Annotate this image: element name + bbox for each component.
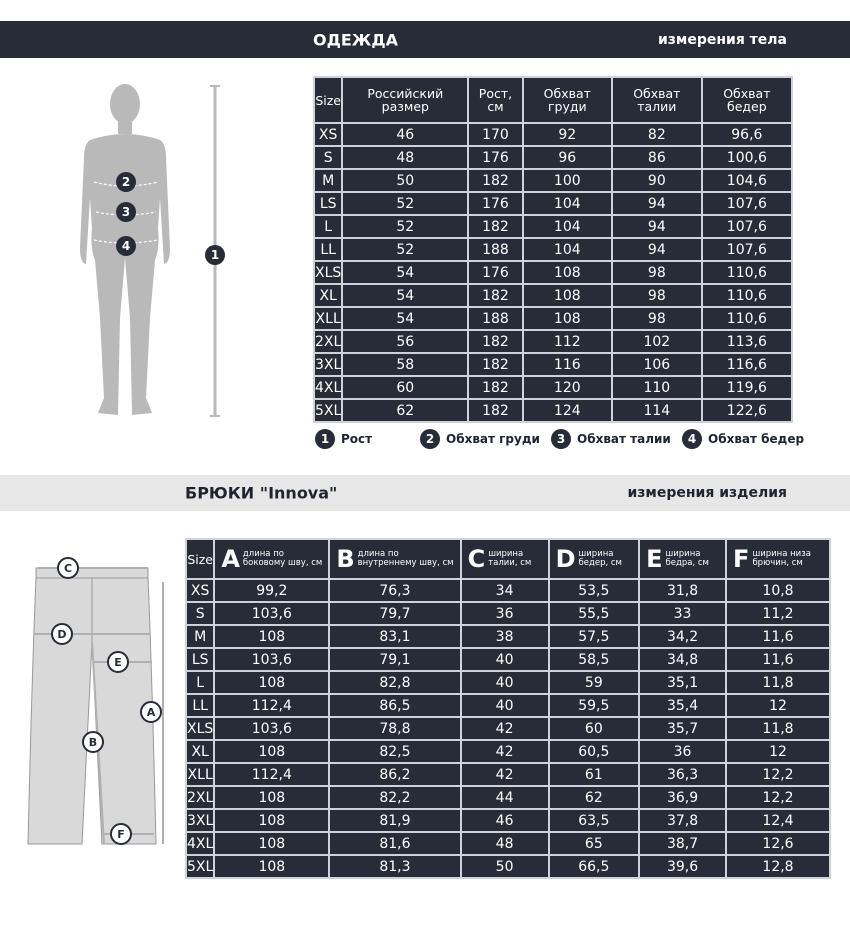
legend-circle: 4 <box>682 429 702 449</box>
pants-title: БРЮКИ "Innova" <box>185 483 338 503</box>
table-cell: XL <box>315 285 341 306</box>
table-cell: 59,5 <box>550 695 638 716</box>
table-cell: 81,3 <box>330 856 459 877</box>
table-cell: 12,2 <box>727 764 829 785</box>
column-letter: D <box>555 545 576 573</box>
table-row <box>315 377 791 398</box>
table-cell: 12,6 <box>727 833 829 854</box>
marker-waist <box>116 202 136 222</box>
table-cell: 52 <box>343 193 467 214</box>
marker-chest <box>116 172 136 192</box>
table-cell: 31,8 <box>640 580 725 601</box>
table-cell: 94 <box>613 216 701 237</box>
table-cell: 3XL <box>187 810 213 831</box>
table-cell: 182 <box>469 377 521 398</box>
table-cell: 96,6 <box>703 124 791 145</box>
table-cell: XL <box>187 741 213 762</box>
pants-subtitle: измерения изделия <box>627 485 787 501</box>
column-letter: A <box>221 545 240 573</box>
table-cell: 90 <box>613 170 701 191</box>
table-row <box>187 580 829 601</box>
table-row <box>315 147 791 168</box>
legend-label: Обхват бедер <box>708 432 805 446</box>
table-cell: 108 <box>215 787 328 808</box>
table-cell: XS <box>187 580 213 601</box>
table-cell: 53,5 <box>550 580 638 601</box>
table-cell: 98 <box>613 308 701 329</box>
table-cell: 34 <box>462 580 548 601</box>
table-cell: 82 <box>613 124 701 145</box>
table-row <box>187 833 829 854</box>
table-cell: 86 <box>613 147 701 168</box>
column-header-content <box>330 547 459 571</box>
table-cell: 102 <box>613 331 701 352</box>
table-cell: 65 <box>550 833 638 854</box>
table-cell: 108 <box>215 856 328 877</box>
table-cell: 4XL <box>315 377 341 398</box>
svg-text:E: E <box>114 656 122 669</box>
table-cell: 54 <box>343 285 467 306</box>
column-letter: F <box>733 545 750 573</box>
marker-hips <box>116 236 136 256</box>
table-cell: 108 <box>215 672 328 693</box>
table-cell: 81,6 <box>330 833 459 854</box>
svg-text:1: 1 <box>210 248 220 262</box>
table-cell: M <box>315 170 341 191</box>
legend-label: Рост <box>341 432 373 446</box>
table-cell: 52 <box>343 239 467 260</box>
table-cell: 76,3 <box>330 580 459 601</box>
table-cell: 35,7 <box>640 718 725 739</box>
table-row <box>315 285 791 306</box>
column-header <box>215 540 328 578</box>
table-cell: 5XL <box>187 856 213 877</box>
body-size-table <box>313 76 793 423</box>
column-header-content <box>215 547 328 571</box>
table-cell: 11,6 <box>727 649 829 670</box>
table-row <box>315 308 791 329</box>
column-description: ширина бедра, см <box>665 549 709 568</box>
marker-d <box>52 624 72 644</box>
table-cell: 42 <box>462 718 548 739</box>
marker-e <box>108 652 128 672</box>
table-row <box>187 718 829 739</box>
column-description: ширина низа брючин, см <box>752 549 811 568</box>
table-cell: 83,1 <box>330 626 459 647</box>
table-cell: 38,7 <box>640 833 725 854</box>
column-header: Обхват талии <box>613 78 701 122</box>
svg-text:2: 2 <box>121 175 131 189</box>
table-cell: 39,6 <box>640 856 725 877</box>
table-cell: XLS <box>187 718 213 739</box>
table-row <box>315 170 791 191</box>
marker-c <box>58 558 78 578</box>
table-row <box>315 193 791 214</box>
table-cell: 107,6 <box>703 239 791 260</box>
table-cell: S <box>187 603 213 624</box>
marker-b <box>83 732 103 752</box>
legend-circle: 2 <box>420 429 440 449</box>
table-cell: 63,5 <box>550 810 638 831</box>
table-cell: 92 <box>524 124 611 145</box>
pants-header-band <box>0 475 850 511</box>
table-cell: 44 <box>462 787 548 808</box>
clothing-title: ОДЕЖДА <box>313 30 398 49</box>
table-cell: 108 <box>215 626 328 647</box>
table-cell: 56 <box>343 331 467 352</box>
table-cell: 58 <box>343 354 467 375</box>
column-header-content <box>550 547 638 571</box>
table-cell: 36 <box>640 741 725 762</box>
svg-text:F: F <box>117 828 125 841</box>
legend-circle: 3 <box>551 429 571 449</box>
legend-height <box>315 429 372 449</box>
column-header: Обхват бедер <box>703 78 791 122</box>
table-row <box>187 672 829 693</box>
table-cell: 40 <box>462 695 548 716</box>
table-cell: 107,6 <box>703 216 791 237</box>
legend-hips <box>682 429 804 449</box>
table-cell: LL <box>187 695 213 716</box>
svg-text:4: 4 <box>121 239 131 253</box>
column-header-content <box>640 547 725 571</box>
table-cell: 35,1 <box>640 672 725 693</box>
column-header: Рост, см <box>469 78 521 122</box>
table-cell: 112 <box>524 331 611 352</box>
column-letter: E <box>646 545 663 573</box>
table-cell: 176 <box>469 147 521 168</box>
legend-label: Обхват груди <box>446 432 540 446</box>
column-header-content <box>727 547 829 571</box>
clothing-subtitle: измерения тела <box>657 31 787 48</box>
table-cell: 112,4 <box>215 764 328 785</box>
table-cell: 106 <box>613 354 701 375</box>
table-cell: LL <box>315 239 341 260</box>
table-cell: 79,1 <box>330 649 459 670</box>
body-figure-illustration <box>70 78 240 428</box>
table-cell: 104,6 <box>703 170 791 191</box>
table-row <box>315 239 791 260</box>
table-row <box>315 262 791 283</box>
table-cell: 5XL <box>315 400 341 421</box>
table-header-row <box>315 78 791 122</box>
svg-text:B: B <box>88 736 98 749</box>
table-cell: 62 <box>550 787 638 808</box>
table-header-row <box>187 540 829 578</box>
table-cell: 50 <box>462 856 548 877</box>
table-cell: XLL <box>187 764 213 785</box>
table-cell: 103,6 <box>215 603 328 624</box>
table-cell: 82,2 <box>330 787 459 808</box>
column-letter: B <box>336 545 355 573</box>
legend-circle: 1 <box>315 429 335 449</box>
table-cell: 107,6 <box>703 193 791 214</box>
legend-waist <box>551 429 671 449</box>
column-header: Обхват груди <box>524 78 611 122</box>
table-cell: 108 <box>524 262 611 283</box>
table-cell: 98 <box>613 285 701 306</box>
table-cell: 182 <box>469 354 521 375</box>
table-cell: 86,5 <box>330 695 459 716</box>
table-row <box>315 124 791 145</box>
table-row <box>315 354 791 375</box>
svg-text:3: 3 <box>121 205 131 219</box>
table-cell: 48 <box>343 147 467 168</box>
table-cell: 12,8 <box>727 856 829 877</box>
table-row <box>187 787 829 808</box>
table-cell: 122,6 <box>703 400 791 421</box>
table-cell: 59 <box>550 672 638 693</box>
table-cell: 108 <box>524 308 611 329</box>
table-cell: 110,6 <box>703 262 791 283</box>
table-cell: 62 <box>343 400 467 421</box>
table-cell: 110,6 <box>703 308 791 329</box>
table-cell: 182 <box>469 285 521 306</box>
table-cell: M <box>187 626 213 647</box>
table-cell: 46 <box>343 124 467 145</box>
table-cell: 58,5 <box>550 649 638 670</box>
table-cell: 11,6 <box>727 626 829 647</box>
table-cell: 182 <box>469 400 521 421</box>
column-header: Size <box>187 540 213 578</box>
table-row <box>187 764 829 785</box>
table-row <box>187 810 829 831</box>
table-cell: 12 <box>727 741 829 762</box>
table-cell: 60 <box>550 718 638 739</box>
table-cell: 108 <box>215 833 328 854</box>
table-cell: 35,4 <box>640 695 725 716</box>
table-cell: XLL <box>315 308 341 329</box>
table-cell: 104 <box>524 216 611 237</box>
table-cell: 103,6 <box>215 718 328 739</box>
table-cell: 2XL <box>315 331 341 352</box>
table-cell: 55,5 <box>550 603 638 624</box>
table-cell: 60 <box>343 377 467 398</box>
table-cell: 104 <box>524 239 611 260</box>
table-cell: 108 <box>215 741 328 762</box>
table-cell: 54 <box>343 308 467 329</box>
table-cell: 176 <box>469 262 521 283</box>
column-header: Size <box>315 78 341 122</box>
table-cell: 66,5 <box>550 856 638 877</box>
svg-text:C: C <box>63 562 73 575</box>
table-cell: 188 <box>469 308 521 329</box>
table-cell: 10,8 <box>727 580 829 601</box>
table-row <box>187 695 829 716</box>
pants-size-table <box>185 538 831 879</box>
table-cell: S <box>315 147 341 168</box>
table-cell: 36,3 <box>640 764 725 785</box>
table-cell: 120 <box>524 377 611 398</box>
table-cell: 57,5 <box>550 626 638 647</box>
clothing-header-band <box>0 21 850 58</box>
table-cell: 116 <box>524 354 611 375</box>
table-cell: 188 <box>469 239 521 260</box>
table-cell: 119,6 <box>703 377 791 398</box>
table-cell: 112,4 <box>215 695 328 716</box>
table-cell: 12,2 <box>727 787 829 808</box>
table-cell: 86,2 <box>330 764 459 785</box>
column-description: ширина талии, см <box>488 549 532 568</box>
table-cell: 110 <box>613 377 701 398</box>
pants-illustration <box>20 552 175 852</box>
table-cell: 2XL <box>187 787 213 808</box>
table-cell: XS <box>315 124 341 145</box>
column-letter: C <box>467 545 486 573</box>
legend-label: Обхват талии <box>577 432 671 446</box>
table-cell: L <box>187 672 213 693</box>
table-cell: 61 <box>550 764 638 785</box>
table-cell: 11,2 <box>727 603 829 624</box>
table-cell: 11,8 <box>727 718 829 739</box>
table-row <box>187 649 829 670</box>
column-header <box>550 540 638 578</box>
table-cell: 124 <box>524 400 611 421</box>
legend-chest <box>420 429 540 449</box>
table-cell: 176 <box>469 193 521 214</box>
table-cell: 182 <box>469 331 521 352</box>
table-cell: LS <box>315 193 341 214</box>
table-cell: 42 <box>462 741 548 762</box>
table-cell: 103,6 <box>215 649 328 670</box>
table-cell: 82,5 <box>330 741 459 762</box>
table-cell: 54 <box>343 262 467 283</box>
table-cell: 48 <box>462 833 548 854</box>
table-cell: 81,9 <box>330 810 459 831</box>
column-header <box>727 540 829 578</box>
table-cell: 108 <box>215 810 328 831</box>
table-cell: 170 <box>469 124 521 145</box>
table-cell: 37,8 <box>640 810 725 831</box>
table-cell: 104 <box>524 193 611 214</box>
marker-f <box>111 824 131 844</box>
table-cell: 36,9 <box>640 787 725 808</box>
table-cell: 79,7 <box>330 603 459 624</box>
column-header: Российский размер <box>343 78 467 122</box>
svg-text:A: A <box>146 706 156 719</box>
table-cell: 42 <box>462 764 548 785</box>
table-cell: 108 <box>524 285 611 306</box>
column-description: длина по боковому шву, см <box>242 549 323 568</box>
table-cell: 33 <box>640 603 725 624</box>
table-cell: XLS <box>315 262 341 283</box>
table-cell: 3XL <box>315 354 341 375</box>
column-description: длина по внутреннему шву, см <box>357 549 454 568</box>
table-cell: 34,8 <box>640 649 725 670</box>
table-row <box>187 856 829 877</box>
table-cell: 96 <box>524 147 611 168</box>
table-cell: 46 <box>462 810 548 831</box>
table-cell: 182 <box>469 216 521 237</box>
column-header <box>330 540 459 578</box>
table-cell: 78,8 <box>330 718 459 739</box>
table-cell: 40 <box>462 649 548 670</box>
table-cell: 114 <box>613 400 701 421</box>
table-cell: L <box>315 216 341 237</box>
table-cell: 98 <box>613 262 701 283</box>
table-cell: 94 <box>613 239 701 260</box>
table-cell: 100,6 <box>703 147 791 168</box>
table-cell: 113,6 <box>703 331 791 352</box>
table-cell: 36 <box>462 603 548 624</box>
marker-height <box>205 245 225 265</box>
column-header-content <box>462 547 548 571</box>
column-description: ширина бедер, см <box>578 549 622 568</box>
table-row <box>315 216 791 237</box>
table-cell: 116,6 <box>703 354 791 375</box>
table-cell: 60,5 <box>550 741 638 762</box>
table-cell: 100 <box>524 170 611 191</box>
table-cell: 99,2 <box>215 580 328 601</box>
table-row <box>187 626 829 647</box>
table-row <box>187 741 829 762</box>
table-cell: 110,6 <box>703 285 791 306</box>
column-header <box>640 540 725 578</box>
table-row <box>315 400 791 421</box>
table-cell: 182 <box>469 170 521 191</box>
table-cell: 52 <box>343 216 467 237</box>
marker-a <box>141 702 161 722</box>
table-cell: 12 <box>727 695 829 716</box>
svg-text:D: D <box>57 628 67 641</box>
table-row <box>315 331 791 352</box>
table-cell: 82,8 <box>330 672 459 693</box>
table-cell: 38 <box>462 626 548 647</box>
table-cell: 4XL <box>187 833 213 854</box>
table-cell: LS <box>187 649 213 670</box>
table-row <box>187 603 829 624</box>
table-cell: 34,2 <box>640 626 725 647</box>
table-cell: 12,4 <box>727 810 829 831</box>
table-cell: 11,8 <box>727 672 829 693</box>
table-cell: 50 <box>343 170 467 191</box>
column-header <box>462 540 548 578</box>
table-cell: 94 <box>613 193 701 214</box>
table-cell: 40 <box>462 672 548 693</box>
